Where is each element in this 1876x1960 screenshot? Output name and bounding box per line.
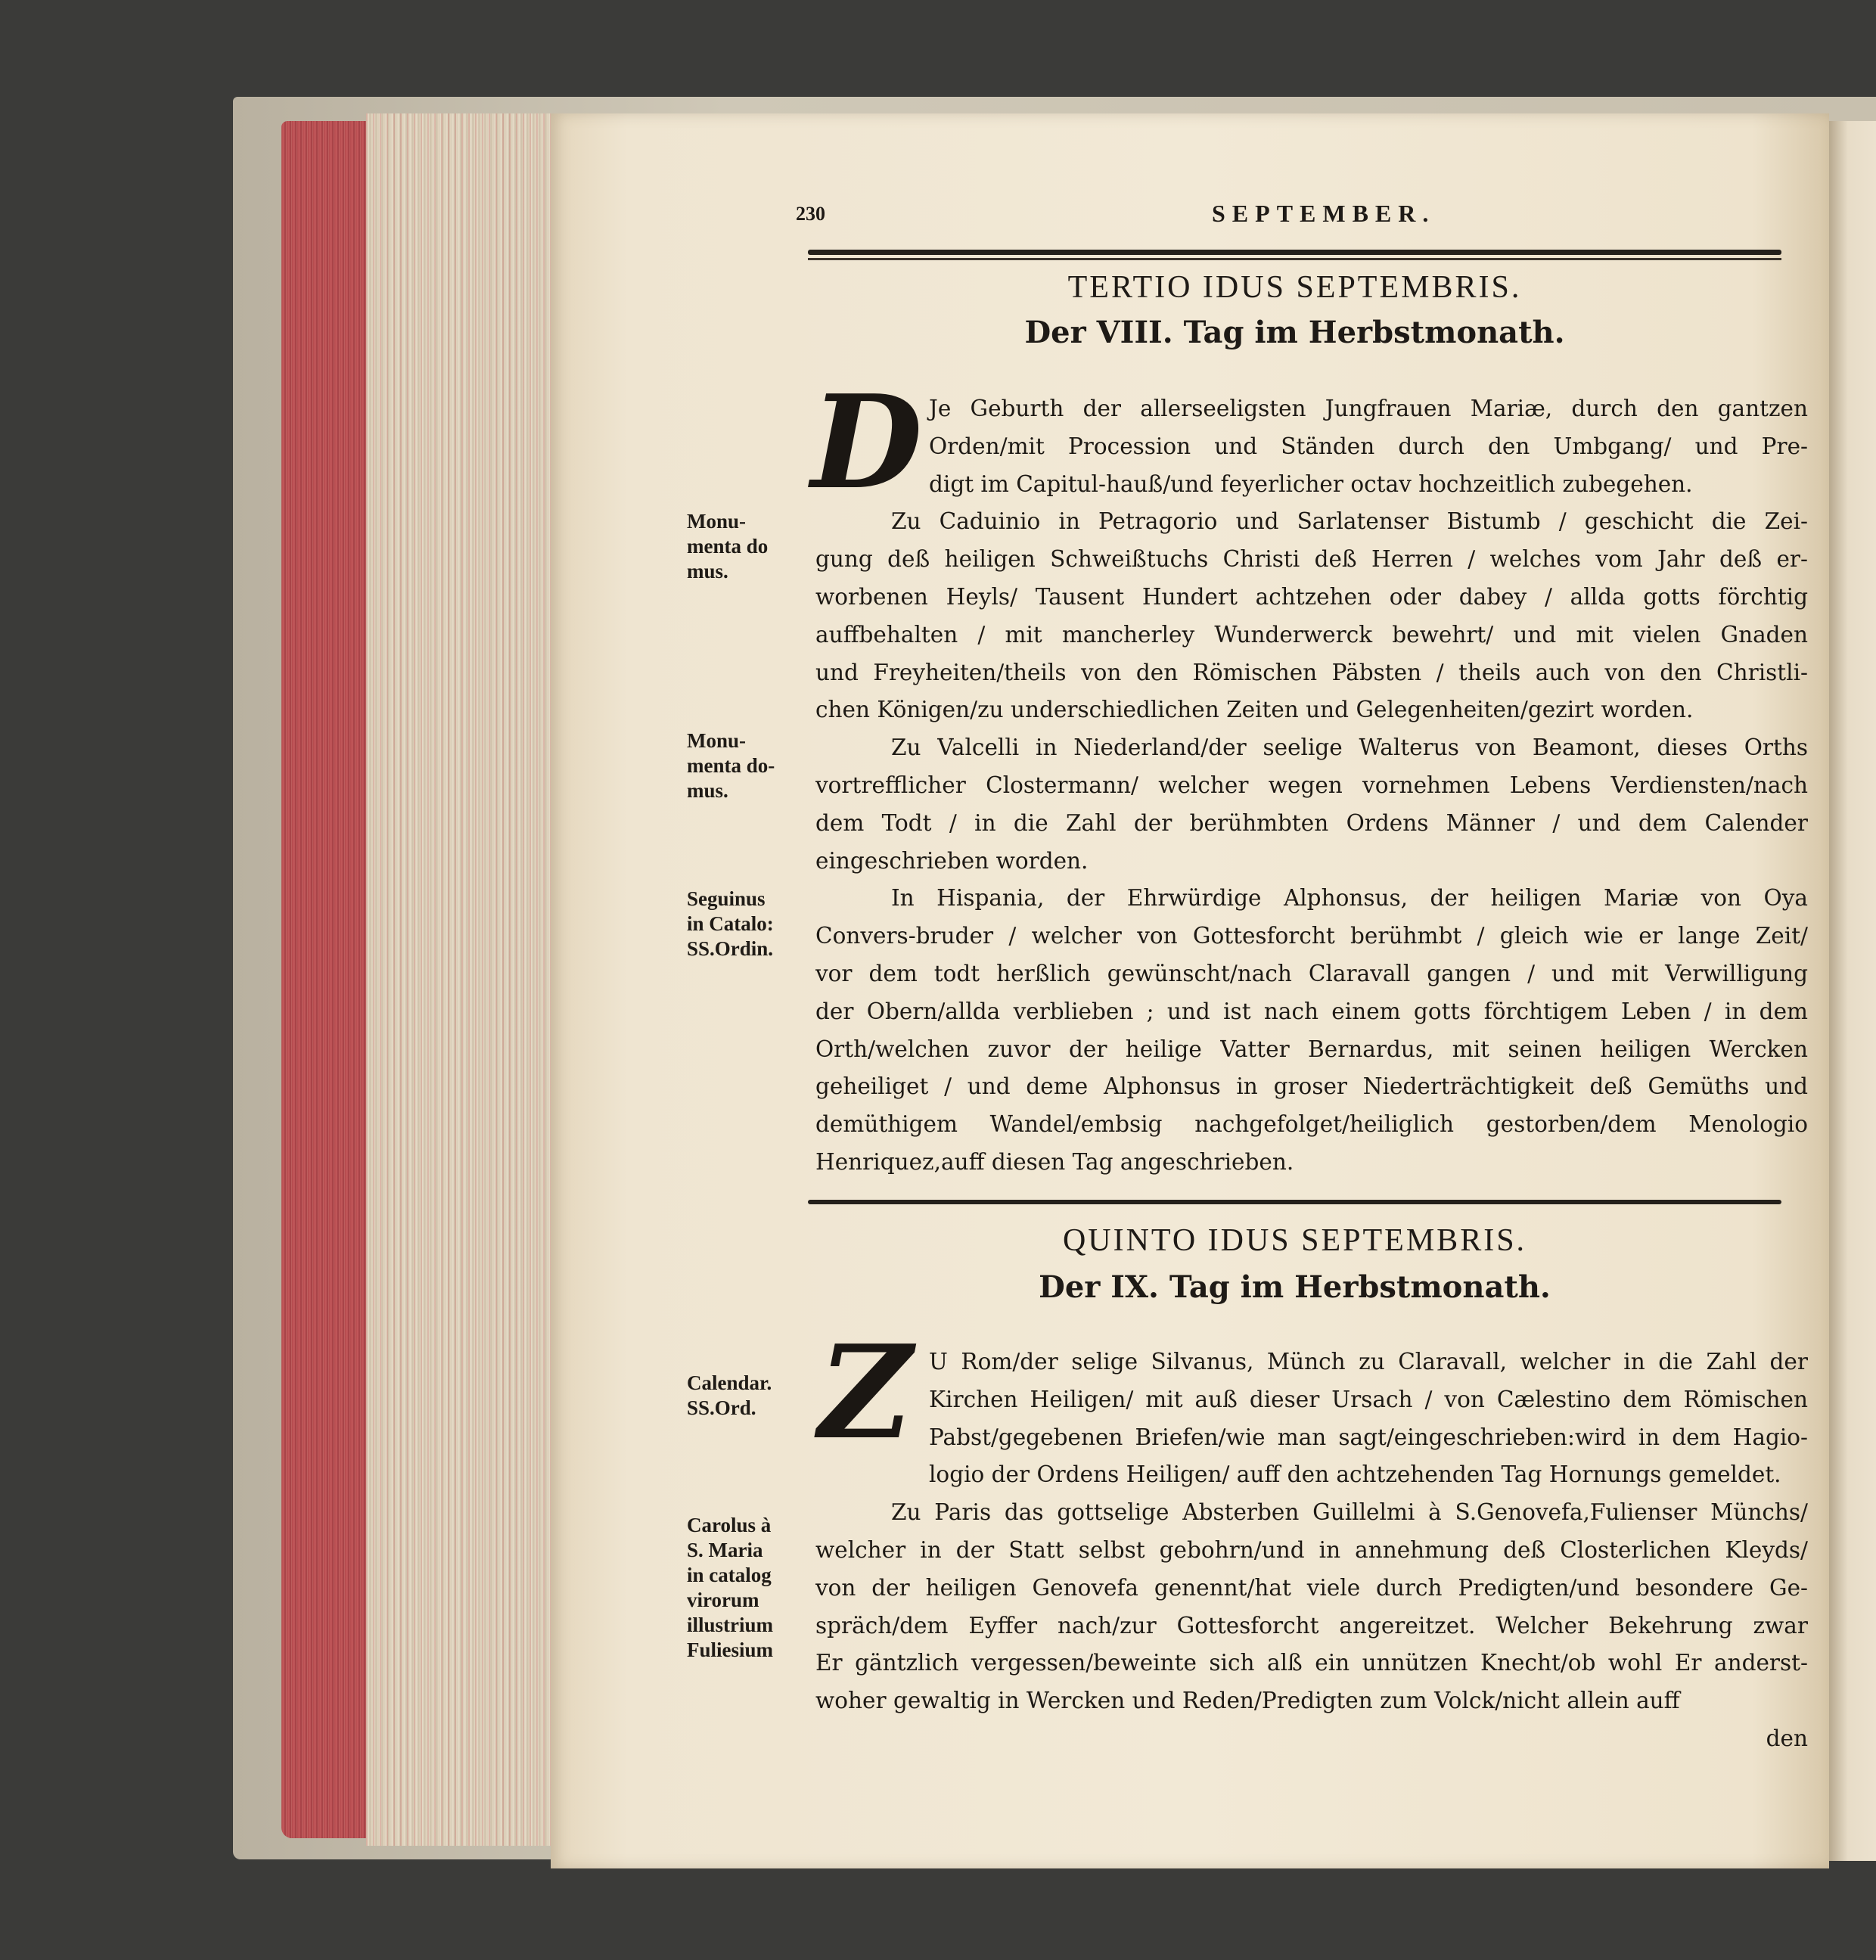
section2-text xyxy=(815,1343,1808,1758)
section2-german-title: Der IX. Tag im Herbstmonath. xyxy=(1039,1269,1551,1305)
text-line: Zu Paris das gottselige Absterben Guillelmi à S.Genovefa,Fulienser Münchs/ xyxy=(891,1499,1808,1526)
text-line: In Hispania, der Ehrwürdige Alphonsus, der heiligen Mariæ von Oya xyxy=(891,885,1808,912)
section2-margin-note-1 xyxy=(687,1371,819,1421)
text-line: vortrefflicher Clostermann/ welcher wegen vornehmen Lebens Verdiensten/nach xyxy=(815,772,1808,798)
text-line: vor dem todt herßlich gewünscht/nach Claravall gangen / und mit Verwilligung xyxy=(815,960,1808,986)
section2-margin-note-2 xyxy=(687,1513,815,1663)
margin-note-text: Monu- menta do- mus. xyxy=(687,729,775,802)
section-divider-rule xyxy=(808,1200,1781,1204)
running-title: SEPTEMBER. xyxy=(1212,200,1436,227)
section1-heading xyxy=(808,269,1781,350)
text-line: Zu Caduinio in Petragorio und Sarlatenser Bistumb / geschicht die Zei- xyxy=(891,508,1808,535)
text-line: demüthigem Wandel/embsig nachgefolget/heiliglich gestorben/dem Menologio xyxy=(815,1111,1808,1138)
margin-note-text: Monu- menta do mus. xyxy=(687,510,769,582)
text-line: woher gewaltig in Wercken und Reden/Predigten zum Volck/nicht allein auff xyxy=(815,1688,1680,1714)
text-line: gung deß heiligen Schweißtuchs Christi deß Herren / welches vom Jahr deß er- xyxy=(815,546,1808,573)
section1-dropcap: D xyxy=(811,367,923,518)
text-line: Henriquez,auff diesen Tag angeschrieben. xyxy=(815,1148,1294,1175)
text-line: Zu Valcelli in Niederland/der seelige Walterus von Beamont, dieses Orths xyxy=(891,735,1808,761)
text-line: dem Todt / in die Zahl der berühmbten Ordens Männer / und dem Calender xyxy=(815,809,1808,836)
section1-margin-note-2 xyxy=(687,728,819,803)
section2-dropcap: Z xyxy=(818,1317,913,1468)
header-rule-thin xyxy=(808,258,1781,260)
section1-margin-note-1 xyxy=(687,509,819,584)
text-line: von der heiligen Genovefa genennt/hat viele durch Predigten/und besondere Ge- xyxy=(815,1574,1808,1601)
section2-heading xyxy=(808,1222,1781,1305)
margin-note-text: Seguinus in Catalo: SS.Ordin. xyxy=(687,887,774,960)
text-line: geheiliget / und deme Alphonsus in groser Niederträchtigkeit deß Gemüths und xyxy=(815,1073,1808,1100)
text-line: und Freyheiten/theils von den Römischen Päbsten / theils auch von den Christli- xyxy=(815,659,1808,685)
section1-latin-title: TERTIO IDUS SEPTEMBRIS. xyxy=(1067,270,1522,305)
text-line: Pabst/gegebenen Briefen/wie man sagt/eingeschrieben:wird in dem Hagio- xyxy=(929,1424,1808,1450)
text-line: worbenen Heyls/ Tausent Hundert achtzehen oder dabey / allda gotts förchtig xyxy=(815,583,1808,610)
text-line: welcher in der Statt selbst gebohrn/und in annehmung deß Closterlichen Kleyds/ xyxy=(815,1536,1808,1563)
margin-note-text: Calendar. SS.Ord. xyxy=(687,1371,772,1419)
facing-page-edge xyxy=(1829,121,1876,1861)
text-line: chen Königen/zu underschiedlichen Zeiten und Gelegenheiten/gezirt worden. xyxy=(815,697,1694,723)
text-line: der Obern/allda verblieben ; und ist nach einem gotts förchtigem Leben / in dem xyxy=(815,998,1808,1024)
text-line: Orth/welchen zuvor der heilige Vatter Bernardus, mit seinen heiligen Wercken xyxy=(815,1036,1808,1062)
text-line: Orden/mit Procession und Ständen durch den Umbgang/ und Pre- xyxy=(929,433,1808,459)
page-number: 230 xyxy=(796,203,825,225)
text-line: spräch/dem Eyffer nach/zur Gottesforcht angereitzet. Welcher Bekehrung zwar xyxy=(815,1612,1808,1639)
section2-latin-title: QUINTO IDUS SEPTEMBRIS. xyxy=(1062,1223,1527,1258)
header-rule xyxy=(808,250,1781,255)
text-line: logio der Ordens Heiligen/ auff den achtzehenden Tag Hornungs gemeldet. xyxy=(929,1461,1781,1488)
text-line: Convers-bruder / welcher von Gottesforcht berühmbt / gleich wie er lange Zeit/ xyxy=(815,923,1808,949)
section1-margin-note-3 xyxy=(687,887,819,961)
margin-note-text: Carolus à S. Maria in catalog virorum illustrium Fuliesium xyxy=(687,1514,774,1661)
text-line: den xyxy=(1766,1725,1808,1751)
text-line: eingeschrieben worden. xyxy=(815,847,1089,874)
section1-text xyxy=(815,390,1808,1182)
text-line: Kirchen Heiligen/ mit auß dieser Ursach / von Cælestino dem Römischen xyxy=(929,1386,1808,1412)
text-line: Er gäntzlich vergessen/beweinte sich alß ein unnützen Knecht/ob wohl Er anderst- xyxy=(815,1650,1808,1676)
text-line: Je Geburth der allerseeligsten Jungfrauen Mariæ, durch den gantzen xyxy=(929,396,1808,421)
text-line: auffbehalten / mit mancherley Wunderwerck bewehrt/ und mit vielen Gnaden xyxy=(815,621,1808,648)
page-stack xyxy=(366,113,551,1846)
text-line: digt im Capitul-hauß/und feyerlicher octav hochzeitlich zubegehen. xyxy=(929,471,1693,497)
section1-german-title: Der VIII. Tag im Herbstmonath. xyxy=(1024,315,1565,350)
red-page-edges xyxy=(281,121,366,1838)
text-line: U Rom/der selige Silvanus, Münch zu Claravall, welcher in die Zahl der xyxy=(929,1349,1808,1374)
